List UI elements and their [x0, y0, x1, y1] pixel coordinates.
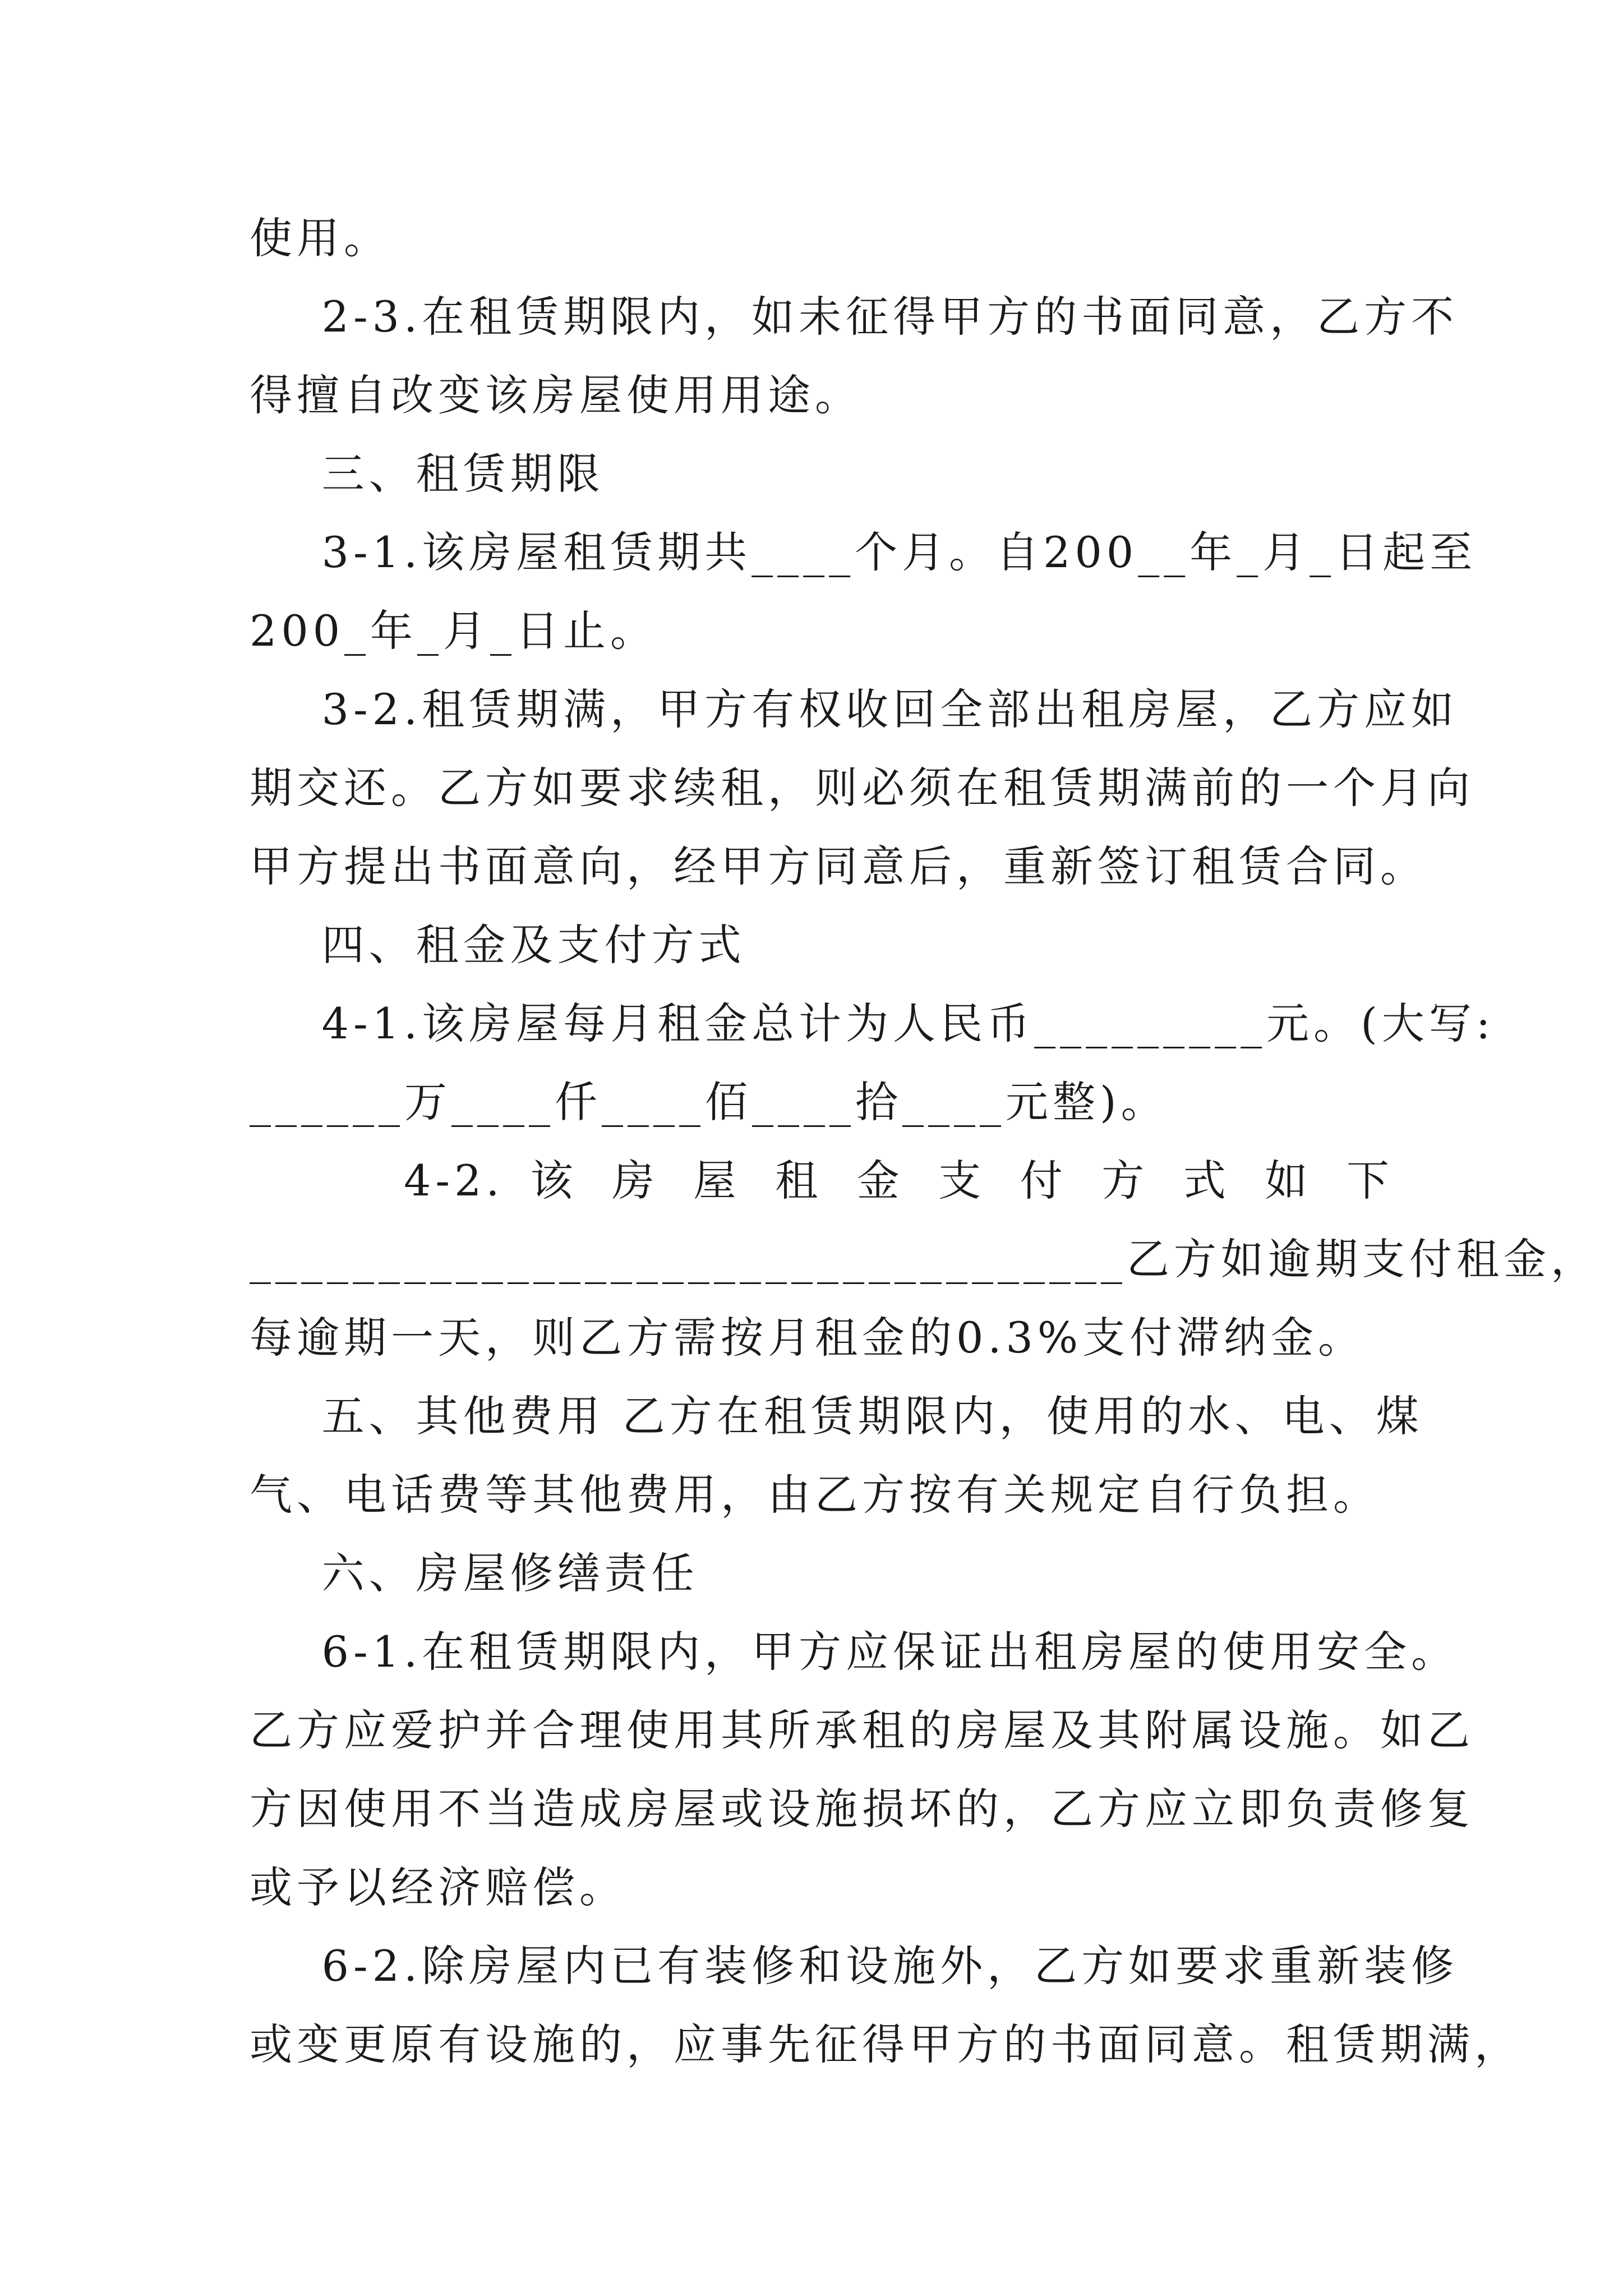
text-line: 乙方应爱护并合理使用其所承租的房屋及其附属设施。如乙 — [250, 1705, 1474, 1755]
text-line: 期交还。乙方如要求续租，则必须在租赁期满前的一个月向 — [250, 763, 1474, 813]
text-line: __________________________________乙方如逾期支付租金， — [250, 1234, 1598, 1284]
section-heading: 六、房屋修缮责任 — [250, 1548, 699, 1598]
section-heading: 四、租金及支付方式 — [250, 920, 746, 970]
text-line: 6-1.在租赁期限内，甲方应保证出租房屋的使用安全。 — [250, 1627, 1459, 1677]
section-heading: 三、租赁期限 — [250, 449, 605, 499]
text-line: 每逾期一天，则乙方需按月租金的0.3%支付滞纳金。 — [250, 1313, 1366, 1363]
text-line: 3-2.租赁期满，甲方有权收回全部出租房屋，乙方应如 — [250, 684, 1459, 734]
text-line: 3-1.该房屋租赁期共____个月。自200__年_月_日起至 — [250, 527, 1477, 577]
text-line: 方因使用不当造成房屋或设施损坏的，乙方应立即负责修复 — [250, 1784, 1474, 1834]
section-heading: 五、其他费用 乙方在租赁期限内，使用的水、电、煤 — [250, 1391, 1423, 1441]
text-line: 使用。 — [250, 213, 391, 263]
text-line: 或变更原有设施的，应事先征得甲方的书面同意。租赁期满， — [250, 2019, 1521, 2069]
text-line: 4-1.该房屋每月租金总计为人民币_________元。(大写: — [250, 999, 1495, 1048]
text-line: 4-2. 该 房 屋 租 金 支 付 方 式 如 下 — [404, 1156, 1394, 1205]
text-line: 200_年_月_日止。 — [250, 606, 658, 656]
text-line: 气、电话费等其他费用，由乙方按有关规定自行负担。 — [250, 1470, 1380, 1520]
text-line: 或予以经济赔偿。 — [250, 1862, 626, 1912]
text-line: 得擅自改变该房屋使用用途。 — [250, 370, 862, 420]
text-line: 甲方提出书面意向，经甲方同意后，重新签订租赁合同。 — [250, 841, 1427, 891]
text-line: 6-2.除房屋内已有装修和设施外，乙方如要求重新装修 — [250, 1941, 1459, 1991]
text-line: 2-3.在租赁期限内，如未征得甲方的书面同意，乙方不 — [250, 292, 1459, 342]
text-line: ______万____仟____佰____拾____元整)。 — [250, 1077, 1168, 1127]
